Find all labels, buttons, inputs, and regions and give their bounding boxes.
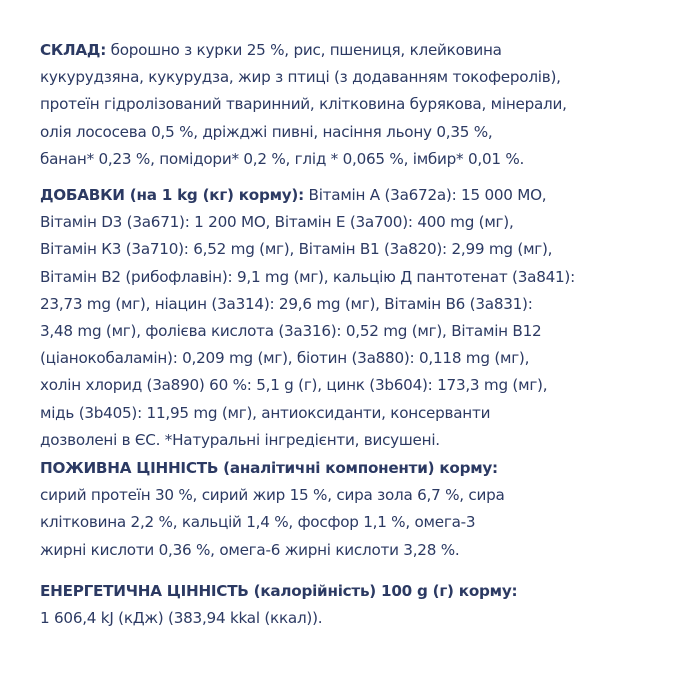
energy-section	[40, 578, 650, 632]
energy-line: 1 606,4 kJ (кДж) (383,94 kkal (ккал)).	[40, 609, 323, 628]
additives-line: Вітамін D3 (3a671): 1 200 МО, Вітамін Е (3a700): 400 mg (мг),	[40, 213, 514, 232]
additives-heading: ДОБАВКИ (на 1 kg (кг) корму):	[40, 186, 304, 204]
composition-line: СКЛАД: борошно з курки 25 %, рис, пшениця, клейковина	[40, 41, 502, 59]
composition-line: протеїн гідролізований тваринний, клітковина бурякова, мінерали,	[40, 95, 567, 114]
composition-line: олія лососева 0,5 %, дріжджі пивні, насіння льону 0,35 %,	[40, 122, 493, 141]
additives-line: Вітамін В2 (рибофлавін): 9,1 mg (мг), кальцію Д пантотенат (3a841):	[40, 267, 575, 286]
additives-line: ДОБАВКИ (на 1 kg (кг) корму): Вітамін А (3a672a): 15 000 МО,	[40, 186, 547, 204]
energy-heading: ЕНЕРГЕТИЧНА ЦІННІСТЬ (калорійність) 100 g (г) корму:	[40, 582, 518, 600]
nutrition-section	[40, 455, 650, 564]
composition-line: кукурудзяна, кукурудза, жир з птиці (з додаванням токоферолів),	[40, 68, 561, 87]
additives-line: 23,73 mg (мг), ніацин (3a314): 29,6 mg (мг), Вітамін В6 (3a831):	[40, 294, 533, 313]
additives-line: холін хлорид (3a890) 60 %: 5,1 g (г), цинк (3b604): 173,3 mg (мг),	[40, 376, 548, 395]
composition-line: банан* 0,23 %, помідори* 0,2 %, глід * 0,065 %, імбир* 0,01 %.	[40, 149, 525, 168]
additives-section	[40, 182, 650, 454]
additives-line: мідь (3b405): 11,95 mg (мг), антиоксиданти, консерванти	[40, 403, 491, 422]
nutrition-line: сирий протеїн 30 %, сирий жир 15 %, сира зола 6,7 %, сира	[40, 486, 505, 505]
nutrition-line: жирні кислоти 0,36 %, омега-6 жирні кислоти 3,28 %.	[40, 540, 460, 559]
composition-heading: СКЛАД:	[40, 41, 107, 59]
additives-line: (ціанокобаламін): 0,209 mg (мг), біотин (3a880): 0,118 mg (мг),	[40, 349, 530, 368]
nutrition-heading: ПОЖИВНА ЦІННІСТЬ (аналітичні компоненти) корму:	[40, 459, 498, 477]
nutrition-line: клітковина 2,2 %, кальцій 1,4 %, фосфор 1,1 %, омега-3	[40, 513, 476, 532]
additives-line: Вітамін К3 (3a710): 6,52 mg (мг), Вітамін В1 (3a820): 2,99 mg (мг),	[40, 240, 553, 259]
additives-line: 3,48 mg (мг), фолієва кислота (3a316): 0,52 mg (мг), Вітамін В12	[40, 322, 542, 341]
additives-line: дозволені в ЄС. *Натуральні інгредієнти, висушені.	[40, 430, 440, 449]
composition-section	[40, 37, 650, 173]
